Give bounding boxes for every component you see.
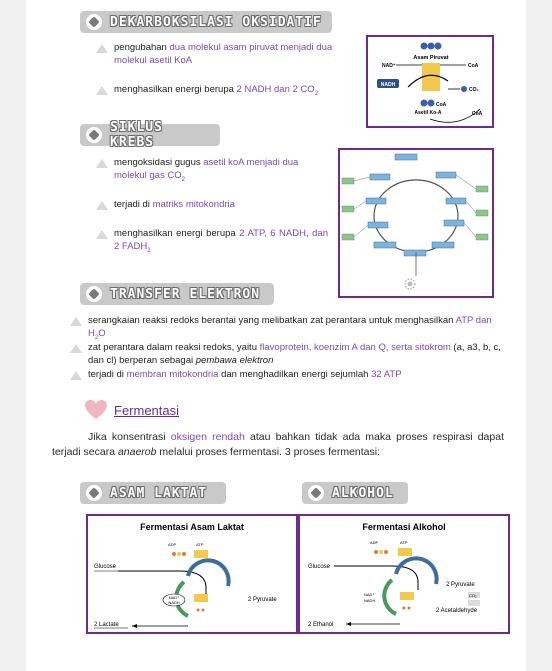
alcohol-title: Fermentasi Alkohol	[362, 522, 446, 532]
acetaldehyde-label: 2 Acetaldehyde	[436, 608, 478, 614]
triangle-bullet-icon	[96, 201, 108, 210]
section-header-dekarboksilasi: DEKARBOKSILASI OKSIDATIF	[80, 11, 332, 33]
svg-text:ADP: ADP	[370, 540, 379, 545]
svg-text:NADH: NADH	[364, 598, 376, 603]
list-item: zat perantara dalam reaksi redoks, yaitu flavoprotein, koenzim A dan Q, serta sitokrom (a, a3, b, c, dan cl) berperan sebagai pembawa elektron	[88, 342, 504, 367]
diamond-badge-icon	[86, 127, 102, 143]
pyruvate-label: 2 Pyruvate	[446, 582, 475, 588]
list-item: serangkaian reaksi redoks berantai yang melibatkan zat perantara untuk menghasilkan ATP dan $H_2O$	[88, 315, 504, 344]
glucose-label: Glucose	[308, 564, 331, 570]
triangle-bullet-icon	[70, 371, 82, 380]
fermentasi-paragraph: Jika konsentrasi oksigen rendah atau bahkan tidak ada maka proses respirasi dapat terjadi secara anaerob melalui proses fermentasi. 3 proses fermentasi:	[52, 431, 504, 458]
side-labels	[342, 178, 488, 240]
lactic-fermentation-svg	[88, 516, 296, 632]
krebs-cycle-svg	[340, 150, 492, 296]
decarboxylation-svg	[368, 37, 492, 126]
alcohol-fermentation-diagram	[298, 514, 510, 634]
list-item: menghasilkan energi berupa 2 NADH dan 2 $CO_2$	[114, 84, 364, 100]
coa-in-label: CoA	[468, 63, 479, 69]
svg-text:ATP: ATP	[400, 540, 408, 545]
decarboxylation-diagram	[366, 35, 494, 128]
co2-label: CO₂	[469, 87, 479, 93]
lactic-fermentation-diagram	[86, 514, 298, 634]
pyruvate-label: 2 Pyruvate	[248, 597, 277, 603]
list-item: terjadi di membran mitokondria dan menghadilkan energi sejumlah 32 ATP	[88, 369, 504, 382]
tab-asam-laktat: ASAM LAKTAT	[80, 482, 226, 504]
heart-icon	[84, 398, 108, 422]
svg-text:ADP: ADP	[168, 542, 177, 547]
svg-text:NAD⁺: NAD⁺	[168, 595, 180, 600]
enzyme-block	[422, 63, 440, 91]
list-item: mengoksidasi gugus asetil koA menjadi dua molekul gas $CO_2$	[114, 157, 332, 186]
triangle-bullet-icon	[70, 317, 82, 326]
coa-out-label: CoA	[436, 102, 447, 108]
cycle-arrow-return	[384, 580, 396, 614]
svg-text:ATP: ATP	[196, 542, 204, 547]
diamond-badge-icon	[86, 286, 102, 302]
nad-label: NAD⁺	[382, 63, 396, 69]
svg-text:NADH: NADH	[168, 600, 180, 605]
list-item: menghasilkan energi berupa 2 ATP, 6 NADH, dan 2 $FADH_2$	[114, 228, 328, 257]
diamond-badge-icon	[308, 485, 324, 501]
co2-label: CO₂	[469, 593, 477, 598]
co2-molecule	[461, 86, 467, 92]
nadh-label: NADH	[380, 82, 396, 88]
krebs-cycle-diagram	[338, 148, 494, 298]
coa-return-label: CoA	[472, 111, 483, 117]
acetyl-coa-label: Asetil Ko-A	[414, 110, 442, 116]
triangle-bullet-icon	[96, 86, 108, 95]
svg-text:NAD⁺: NAD⁺	[364, 592, 375, 597]
section-header-krebs: SIKLUS KREBS	[80, 124, 220, 146]
diamond-badge-icon	[86, 485, 102, 501]
cycle-arrow	[396, 558, 437, 584]
pyruvate-molecule	[421, 43, 442, 50]
triangle-bullet-icon	[70, 344, 82, 353]
fermentasi-title: Fermentasi	[114, 403, 180, 418]
atp-molecules	[172, 552, 186, 556]
atp-molecules	[374, 550, 388, 554]
tab-alkohol: ALKOHOL	[302, 482, 408, 504]
triangle-bullet-icon	[96, 44, 108, 53]
alcohol-fermentation-svg	[300, 516, 508, 632]
pyruvate-label: Asam Piruvat	[413, 55, 449, 61]
acetyl-molecule	[421, 100, 435, 107]
diamond-badge-icon	[86, 14, 102, 30]
section-header-transfer: TRANSFER ELEKTRON	[80, 283, 274, 305]
enzyme-boxes	[366, 154, 466, 256]
triangle-bullet-icon	[96, 159, 108, 168]
ethanol-label: 2 Ethanol	[308, 622, 334, 628]
lactate-label: 2 Lactate	[94, 622, 119, 628]
list-item: terjadi di matriks mitokondria	[114, 199, 332, 212]
glucose-label: Glucose	[94, 564, 117, 570]
cycle-ring	[374, 180, 458, 252]
triangle-bullet-icon	[96, 230, 108, 239]
lactic-title: Fermentasi Asam Laktat	[140, 522, 244, 532]
list-item: pengubahan dua molekul asam piruvat menjadi dua molekul asetil KoA	[114, 42, 364, 67]
